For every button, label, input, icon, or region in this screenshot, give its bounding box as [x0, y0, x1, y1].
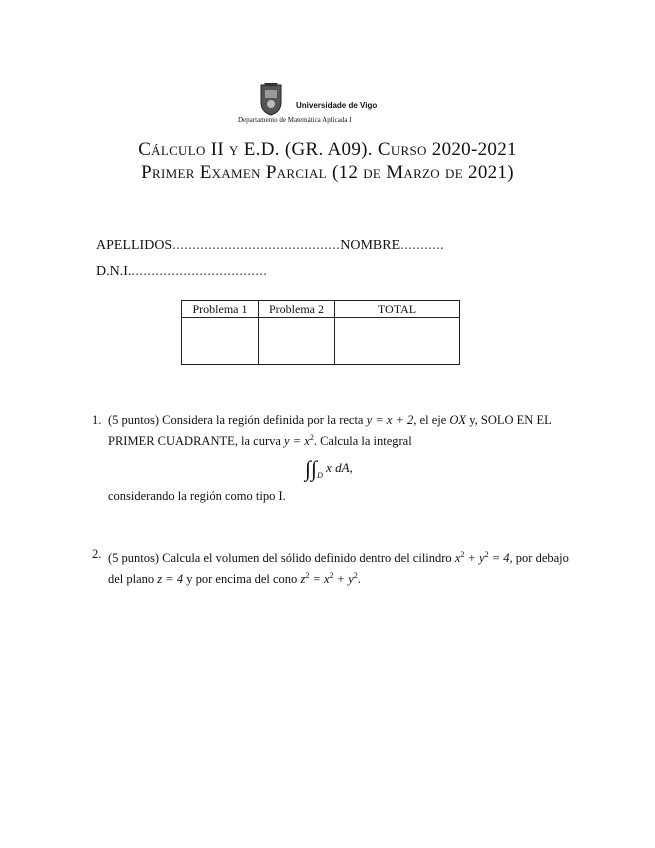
university-seal-icon	[258, 82, 284, 116]
score-table-row	[182, 318, 460, 365]
score-cell-problem-2	[259, 318, 335, 365]
department-name: Departamento de Matemática Aplicada I	[238, 116, 352, 124]
dni-blank: ..................................	[131, 264, 268, 279]
surnames-label: APELLIDOS	[96, 238, 173, 253]
name-blank: ...........	[400, 238, 445, 253]
problem-1	[92, 412, 572, 450]
problem-2-statement: (5 puntos) Calcula el volumen del sólido definido dentro del cilindro $x^2 + y^2 = 4$, por debajo del plano z = 4 y por encima del cono $z^2 = x^2 + y^2$.	[108, 550, 569, 587]
header-problem-2: Problema 2	[259, 301, 335, 318]
score-cell-problem-1	[182, 318, 259, 365]
score-table	[181, 300, 460, 365]
dni-label: D.N.I.	[96, 264, 132, 279]
exam-title: Cálculo II y E.D. (GR. A09). Curso 2020-2021	[138, 139, 517, 160]
header-total: TOTAL	[335, 301, 460, 318]
exam-subtitle: Primer Examen Parcial (12 de Marzo de 2021)	[141, 162, 514, 183]
problem-2-number: 2.	[92, 547, 102, 561]
problem-1-number: 1.	[92, 413, 102, 427]
university-name: Universidade de Vigo	[296, 101, 378, 110]
dni-field	[96, 264, 267, 280]
problem-2	[92, 546, 572, 588]
university-header	[238, 82, 398, 128]
problem-1-integral: $\int\int_D$ x dA,	[305, 456, 353, 481]
problem-1-instruction: considerando la región como tipo I.	[108, 489, 286, 503]
score-cell-total	[335, 318, 460, 365]
score-table-header	[182, 301, 460, 318]
surnames-blank: ..........................................	[172, 238, 341, 253]
header-problem-1: Problema 1	[182, 301, 259, 318]
problem-1-statement: (5 puntos) Considera la región definida por la recta y = x + 2, el eje OX y, SOLO EN EL PRIMER CUADRANTE, la curva $y = x^2$. Calcula la integral	[108, 413, 552, 449]
name-label: NOMBRE	[340, 238, 401, 253]
surnames-name-field	[96, 238, 444, 254]
